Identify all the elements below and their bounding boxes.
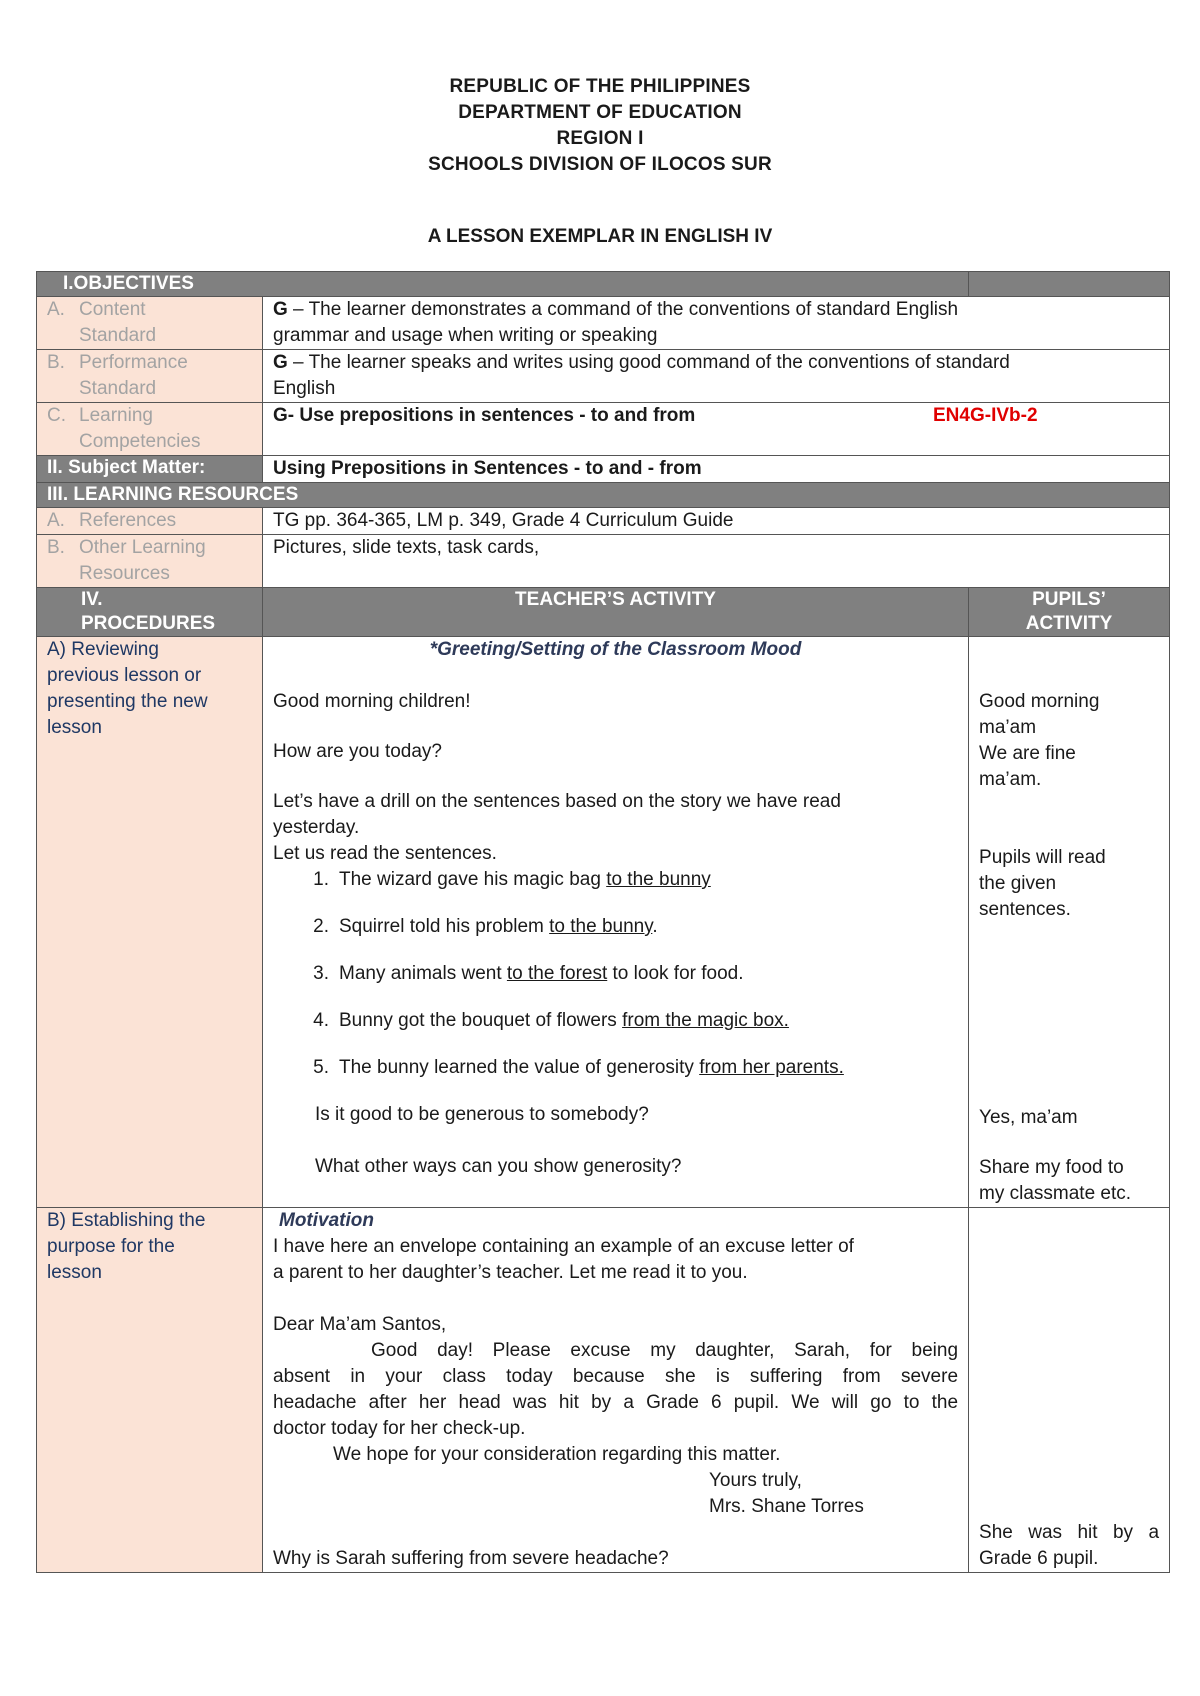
drill-text-1: Let’s have a drill on the sentences based on the story we have read bbox=[273, 791, 841, 812]
other-resources-label: B. Other Learning Resources bbox=[37, 535, 263, 588]
references-label: A. References bbox=[37, 508, 263, 535]
step-b-row bbox=[37, 1208, 1170, 1573]
motivation-intro-2: a parent to her daughter’s teacher. Let me read it to you. bbox=[273, 1262, 748, 1283]
step-b-pupils-activity bbox=[969, 1208, 1170, 1573]
letter-body-3: headache after her head was hit by a Grade 6 pupil. We will go to the bbox=[273, 1392, 959, 1413]
letter-body-4: doctor today for her check-up. bbox=[273, 1418, 526, 1439]
pupil-greet-2: ma’am bbox=[979, 717, 1037, 738]
subject-matter-label: II. Subject Matter: bbox=[37, 456, 263, 483]
step-a-pupils-activity bbox=[969, 637, 1170, 1208]
references-row bbox=[37, 508, 1170, 535]
step-a-teacher-activity bbox=[263, 637, 969, 1208]
content-standard-text: G – The learner demonstrates a command of the conventions of standard English grammar and usage when writing or speaking bbox=[263, 297, 1170, 350]
objectives-section-row bbox=[37, 272, 1170, 297]
letter-salutation: Dear Ma’am Santos, bbox=[273, 1314, 447, 1335]
step-b-teacher-activity bbox=[263, 1208, 969, 1573]
pupil-share-2: my classmate etc. bbox=[979, 1183, 1132, 1204]
subject-matter-row bbox=[37, 456, 1170, 483]
sentence-item bbox=[273, 1055, 958, 1081]
objectives-heading: I.OBJECTIVES bbox=[37, 272, 969, 297]
how-are-you-text: How are you today? bbox=[273, 741, 442, 762]
content-standard-row bbox=[37, 297, 1170, 350]
learning-resources-heading: III. LEARNING RESOURCES bbox=[37, 483, 1170, 508]
sentence-text: The wizard gave his magic bag to the bunny bbox=[339, 869, 711, 890]
step-b-label: B) Establishing the purpose for the lesson bbox=[37, 1208, 263, 1573]
header-republic: REPUBLIC OF THE PHILIPPINES bbox=[449, 76, 751, 97]
pupil-answer-2: Grade 6 pupil. bbox=[979, 1548, 1099, 1569]
step-a-row bbox=[37, 637, 1170, 1208]
competency-text: G- Use prepositions in sentences - to and from bbox=[273, 405, 696, 426]
document-title: A LESSON EXEMPLAR IN ENGLISH IV bbox=[427, 226, 773, 247]
content-standard-label: A. Content Standard bbox=[37, 297, 263, 350]
performance-standard-row bbox=[37, 350, 1170, 403]
competency-code: EN4G-IVb-2 bbox=[933, 405, 1038, 426]
sentence-item bbox=[273, 914, 958, 940]
underlined-phrase: to the bunny bbox=[549, 916, 653, 937]
procedures-heading: IV. PROCEDURES bbox=[37, 588, 263, 637]
sentence-number: 3. bbox=[313, 963, 329, 984]
subject-matter-value: Using Prepositions in Sentences - to and - from bbox=[263, 456, 1170, 483]
sentence-text: Bunny got the bouquet of flowers from the magic box. bbox=[339, 1010, 789, 1031]
underlined-phrase: to the forest bbox=[506, 963, 608, 984]
sentence-number: 4. bbox=[313, 1010, 329, 1031]
letter-body-5: We hope for your consideration regarding this matter. bbox=[333, 1444, 781, 1465]
learning-resources-section-row bbox=[37, 483, 1170, 508]
sentence-item bbox=[273, 1008, 958, 1034]
step-a-label: A) Reviewing previous lesson or presenting the new lesson bbox=[37, 637, 263, 1208]
pupil-fine-2: ma’am. bbox=[979, 769, 1042, 790]
letter-body-1: Good day! Please excuse my daughter, Sarah, for being bbox=[371, 1340, 959, 1361]
teachers-activity-heading: TEACHER’S ACTIVITY bbox=[263, 588, 969, 637]
other-resources-row bbox=[37, 535, 1170, 588]
pupil-read-3: sentences. bbox=[979, 899, 1071, 920]
question-headache: Why is Sarah suffering from severe headache? bbox=[273, 1548, 669, 1569]
question-other-ways: What other ways can you show generosity? bbox=[315, 1156, 682, 1177]
sentence-text: Squirrel told his problem to the bunny. bbox=[339, 916, 658, 937]
question-generous: Is it good to be generous to somebody? bbox=[315, 1104, 649, 1125]
learning-competencies-label: C. Learning Competencies bbox=[37, 403, 263, 456]
read-instruction: Let us read the sentences. bbox=[273, 843, 497, 864]
document-header bbox=[0, 74, 1200, 178]
pupil-fine-1: We are fine bbox=[979, 743, 1076, 764]
underlined-phrase: to the bunny bbox=[606, 869, 711, 890]
performance-standard-text: G – The learner speaks and writes using good command of the conventions of standard English bbox=[263, 350, 1170, 403]
sentence-text: The bunny learned the value of generosity from her parents. bbox=[339, 1057, 844, 1078]
other-resources-value: Pictures, slide texts, task cards, bbox=[263, 535, 1170, 588]
sentence-number: 5. bbox=[313, 1057, 329, 1078]
pupil-answer-1: She was hit by a bbox=[979, 1522, 1160, 1543]
learning-competencies-row bbox=[37, 403, 1170, 456]
header-department: DEPARTMENT OF EDUCATION bbox=[458, 102, 742, 123]
pupil-yes: Yes, ma’am bbox=[979, 1107, 1078, 1128]
learning-competencies-text bbox=[263, 403, 1170, 456]
header-region: REGION I bbox=[556, 128, 644, 149]
procedures-header-row bbox=[37, 588, 1170, 637]
letter-body-2: absent in your class today because she is suffering from severe bbox=[273, 1366, 959, 1387]
lesson-table bbox=[36, 271, 1170, 1573]
header-division: SCHOOLS DIVISION OF ILOCOS SUR bbox=[428, 154, 772, 175]
underlined-phrase: from the magic box. bbox=[622, 1010, 789, 1031]
sentence-number: 2. bbox=[313, 916, 329, 937]
pupils-activity-heading: PUPILS’ ACTIVITY bbox=[969, 588, 1170, 637]
letter-signer: Mrs. Shane Torres bbox=[709, 1496, 864, 1517]
sentence-number: 1. bbox=[313, 869, 329, 890]
performance-standard-label: B. Performance Standard bbox=[37, 350, 263, 403]
underlined-phrase: from her parents. bbox=[699, 1057, 844, 1078]
letter-closing: Yours truly, bbox=[709, 1470, 802, 1491]
pupil-greet-1: Good morning bbox=[979, 691, 1100, 712]
greeting-text: Good morning children! bbox=[273, 691, 471, 712]
pupil-share-1: Share my food to bbox=[979, 1157, 1124, 1178]
objectives-heading-blank bbox=[969, 272, 1170, 297]
sentence-item bbox=[273, 867, 958, 893]
motivation-heading: Motivation bbox=[279, 1210, 374, 1231]
drill-text-2: yesterday. bbox=[273, 817, 360, 838]
pupil-read-1: Pupils will read bbox=[979, 847, 1106, 868]
greeting-heading: *Greeting/Setting of the Classroom Mood bbox=[429, 639, 802, 660]
references-value: TG pp. 364-365, LM p. 349, Grade 4 Curriculum Guide bbox=[263, 508, 1170, 535]
sentence-list bbox=[273, 867, 958, 1081]
sentence-text: Many animals went to the forest to look for food. bbox=[339, 963, 744, 984]
pupil-read-2: the given bbox=[979, 873, 1057, 894]
motivation-intro-1: I have here an envelope containing an example of an excuse letter of bbox=[273, 1236, 854, 1257]
sentence-item bbox=[273, 961, 958, 987]
